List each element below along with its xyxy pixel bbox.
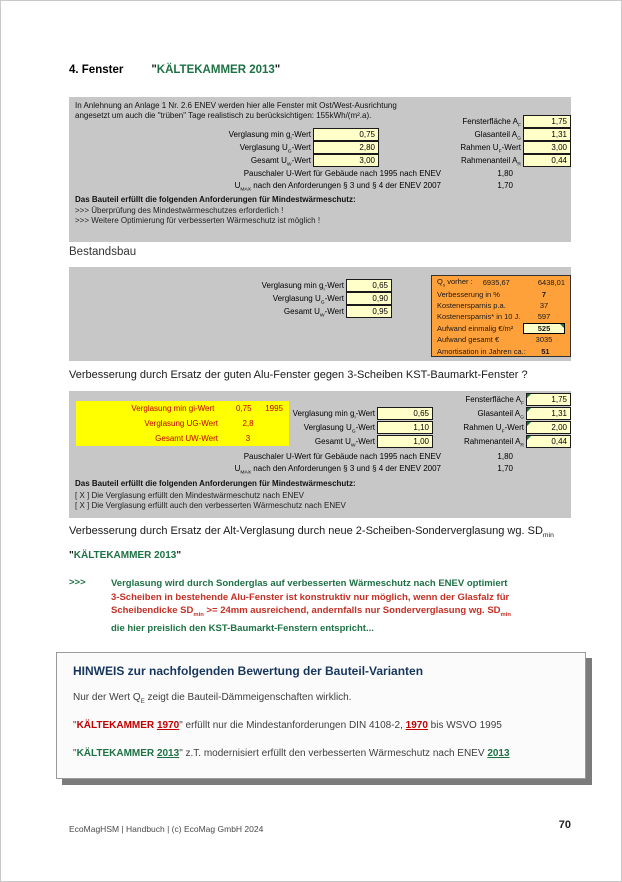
label-part: Verglasung U [239,143,288,152]
field-label: Verglasung UG-Wert [144,419,218,428]
results-row [432,300,570,311]
year-2013: 2013 [156,748,180,759]
label-part: U [234,464,241,473]
label-sub: R [517,162,521,168]
field-label [129,462,441,480]
label-sub: F [520,401,524,407]
requirement-line: >>> Weitere Optimierung für verbesserten Wärmeschutz ist möglich ! [75,216,321,225]
requirement-line: [ X ] Die Verglasung erfüllt auch den verbesserten Wärmeschutz nach ENEV [75,501,346,510]
vergleich-panel [69,391,571,518]
result-value: 6438,01 [537,278,565,288]
result-value: 37 [539,300,549,310]
label-sub: G [517,136,521,142]
value-cell: 3,00 [313,154,379,167]
note-line: die hier preislich den KST-Baumarkt-Fenstern entspricht... [111,623,374,635]
value-text: 1,31 [551,409,567,418]
value-text: 1,70 [497,464,513,473]
label-sub: W [286,162,292,168]
value-text: 1,70 [497,181,513,190]
label-part: bis WSVO 1995 [427,720,502,731]
value-cell: 0,65 [346,279,392,292]
label-part: -Wert [324,281,344,290]
formula-marker-icon [527,436,531,440]
kaeltekammer-2013-subheading [69,550,181,561]
year-1970: 1970 [156,720,180,731]
value-cell: 3,00 [523,141,571,154]
note-line: 3-Scheiben in bestehende Alu-Fenster ist konstruktiv nur möglich, wenn der Glasfalz für [111,591,510,603]
label-sub: W [350,443,356,449]
hinweis-box [56,652,586,779]
comment-marker-icon [560,324,564,328]
label-part: >= 24mm ausreichend, andernfalls nur Sonderverglasung wg. SD [203,605,501,616]
label-part: Scheibendicke SD [111,605,194,616]
results-table [431,275,571,357]
result-label: Verbesserung in % [437,289,500,299]
value-cell: 2,80 [313,141,379,154]
value-text: 1,75 [551,395,567,404]
label-sub: i [323,287,325,293]
result-input-cell [523,323,565,334]
field-label: Verglasung min gi-Wert [131,404,215,413]
value-text: 1,80 [497,169,513,178]
label-part: -Wert [324,307,344,316]
value-cell [526,435,571,448]
value-text: 1,80 [497,452,513,461]
field-label [99,305,344,323]
label-part: -Wert [355,409,375,418]
results-row [432,311,570,322]
label-part: Pauschaler U-Wert für Gebäude nach 1995 nach ENEV [243,169,441,178]
label-sub: i [290,136,292,142]
label-sub: G [287,149,292,155]
year-1970: 1970 [405,720,428,731]
intro-line: In Anlehnung an Anlage 1 Nr. 2.6 ENEV werden hier alle Fenster mit Ost/West-Ausrichtung [75,101,397,110]
label-part: zeigt die Bauteil-Dämmeigenschaften wirklich. [144,692,352,703]
value-cell: 1,31 [523,128,571,141]
results-row [432,277,570,288]
field-label [129,179,441,197]
bestandsbau-label: Bestandsbau [69,246,137,258]
results-row [432,345,570,356]
quote-mark: " [274,64,281,76]
label-sub: F [517,123,521,129]
label-part: Gesamt U [314,437,351,446]
note-marker: >>> [69,577,86,588]
label-sub: G [520,415,524,421]
value-text: 0,75 [236,404,252,413]
label-part: -Wert [324,294,344,303]
footer-text: EcoMagHSM | Handbuch | (c) EcoMag GmbH 2024 [69,824,264,834]
value-cell: 0,95 [346,305,392,318]
label-part: Fensterfläche A [462,117,518,126]
value-cell: 1,10 [377,421,433,434]
label-part: Verglasung min g [261,281,324,290]
formula-marker-icon [527,422,531,426]
sd-paragraph [69,525,554,539]
field-label: Gesamt UW-Wert [155,434,218,443]
note-line: Verglasung wird durch Sonderglas auf verbesserten Wärmeschutz nach ENEV optimiert [111,578,508,589]
label-part: Verglasung U [272,294,321,303]
bestandsbau-panel [69,267,571,361]
label-part: -Wert [291,143,311,152]
label-part: Verglasung min g [228,130,291,139]
label-part: Gesamt U [283,307,320,316]
section-title: KÄLTEKAMMER 2013 [156,64,275,76]
label-sub: i [354,415,356,421]
requirement-line: [ X ] Die Verglasung erfüllt den Mindestwärmeschutz nach ENEV [75,491,304,500]
page-number: 70 [558,819,571,831]
label-sub: G [351,429,356,435]
value-cell [526,393,571,406]
label-part: Gesamt U [250,156,287,165]
label-part: -Wert [355,437,375,446]
label-sub: W [319,313,325,319]
value-text: 2,8 [242,419,254,428]
quote-mark: " [73,720,77,731]
label-part: Rahmenanteil A [460,156,518,165]
year-2013: 2013 [487,748,510,759]
requirements-title: Das Bauteil erfüllt die folgenden Anforderungen für Mindestwärmeschutz: [75,479,356,488]
value-cell: 0,90 [346,292,392,305]
value-cell: 0,65 [377,407,433,420]
label-part: Fensterfläche A [465,395,521,404]
label-part: -Wert [501,143,521,152]
value-text: 1995 [265,404,283,413]
label-part: Rahmen U [463,423,502,432]
label-part: vorher : [445,277,473,287]
label-part: nach den Anforderungen § 3 und § 4 der ENEV 2007 [251,181,441,190]
label-part: Glasanteil A [477,409,521,418]
comparison-heading: Verbesserung durch Ersatz der guten Alu-Fenster gegen 3-Scheiben KST-Baumarkt-Fenster ? [69,369,528,381]
label-part: Rahmenanteil A [463,437,521,446]
results-row [432,334,570,345]
label-part: U [234,181,241,190]
result-value: 6935,67 [482,278,510,288]
note-line [111,604,591,622]
value-cell [526,407,571,420]
kaeltekammer-2013-panel [69,97,571,242]
section-heading [69,64,280,76]
label-part: Verglasung U [303,423,352,432]
result-value: 3035 [535,335,553,345]
label-part: Verglasung min g [292,409,355,418]
kaeltekammer-1970-label: KÄLTEKAMMER [76,720,157,731]
label-part: -Wert [355,423,375,432]
label-sub: R [520,443,524,449]
quote-mark: " [73,748,77,759]
label-part: -Wert [291,156,311,165]
hinweis-title: HINWEIS zur nachfolgenden Bewertung der Bauteil-Varianten [73,664,424,678]
label-sub: MAX [240,187,252,193]
label-part: " erfüllt nur die Mindestanforderungen DIN 4108-2, [179,720,406,731]
result-label: Kostenersparnis p.a. [437,300,506,310]
section-number: 4. Fenster [69,64,124,76]
note-paragraph [111,577,591,636]
result-value: 7 [541,289,547,299]
field-label [329,154,521,172]
hinweis-2013-line [73,748,510,759]
label-sub: E [140,698,145,705]
label-part: -Wert [291,130,311,139]
label-sub: min [500,611,511,618]
hinweis-body [73,692,352,705]
value-text: 3 [245,434,251,443]
label-sub: min [193,611,204,618]
hinweis-1970-line [73,720,502,731]
value-cell: 0,44 [523,154,571,167]
result-label [437,277,473,288]
value-text: 0,44 [551,437,567,446]
result-value: 597 [537,312,551,322]
results-row [432,323,570,334]
label-part: Q [437,277,443,287]
result-label: Aufwand gesamt € [437,335,500,345]
label-part: Glasanteil A [474,130,518,139]
label-part: Rahmen U [460,143,499,152]
results-row [432,288,570,299]
label-sub: G [320,300,325,306]
label-sub: F [501,429,505,435]
formula-marker-icon [527,408,531,412]
result-value: 51 [541,346,550,356]
label-sub: s [442,282,446,288]
result-label: Kostenersparnis* in 10 J. [437,312,521,322]
quote-mark: " [176,550,182,561]
value-cell: 1,00 [377,435,433,448]
subheading-text: KÄLTEKAMMER 2013 [73,550,177,561]
label-part: Nur der Wert Q [73,692,141,703]
result-label: Aufwand einmalig €/m² [437,323,514,333]
label-sub: min [542,532,554,540]
label-sub: F [498,149,502,155]
value-cell: 0,75 [313,128,379,141]
result-label: Amortisation in Jahren ca.: [437,346,526,356]
value-cell [526,421,571,434]
formula-marker-icon [527,394,531,398]
label-part: Pauschaler U-Wert für Gebäude nach 1995 nach ENEV [243,452,441,461]
requirements-title: Das Bauteil erfüllt die folgenden Anforderungen für Mindestwärmeschutz: [75,195,356,204]
label-part: " z.T. modernisiert erfüllt den verbesserten Wärmeschutz nach ENEV [179,748,488,759]
value-text: 2,00 [551,423,567,432]
label-part: Verbesserung durch Ersatz der Alt-Verglasung durch neue 2-Scheiben-Sonderverglasung wg. SD [69,525,543,537]
quote-mark: " [69,550,74,561]
value-cell: 1,75 [523,115,571,128]
kaeltekammer-2013-label: KÄLTEKAMMER [76,748,157,759]
label-part: -Wert [504,423,524,432]
quote-mark: " [151,64,157,76]
label-sub: MAX [240,470,252,476]
requirement-line: >>> Überprüfung des Mindestwärmeschutzes erforderlich ! [75,206,284,215]
intro-line: angesetzt um auch die "trüben" Tage realistisch zu berücksichtigen: 155kWh/(m².a). [75,111,372,120]
label-part: nach den Anforderungen § 3 und § 4 der ENEV 2007 [251,464,441,473]
result-value: 525 [537,323,551,333]
